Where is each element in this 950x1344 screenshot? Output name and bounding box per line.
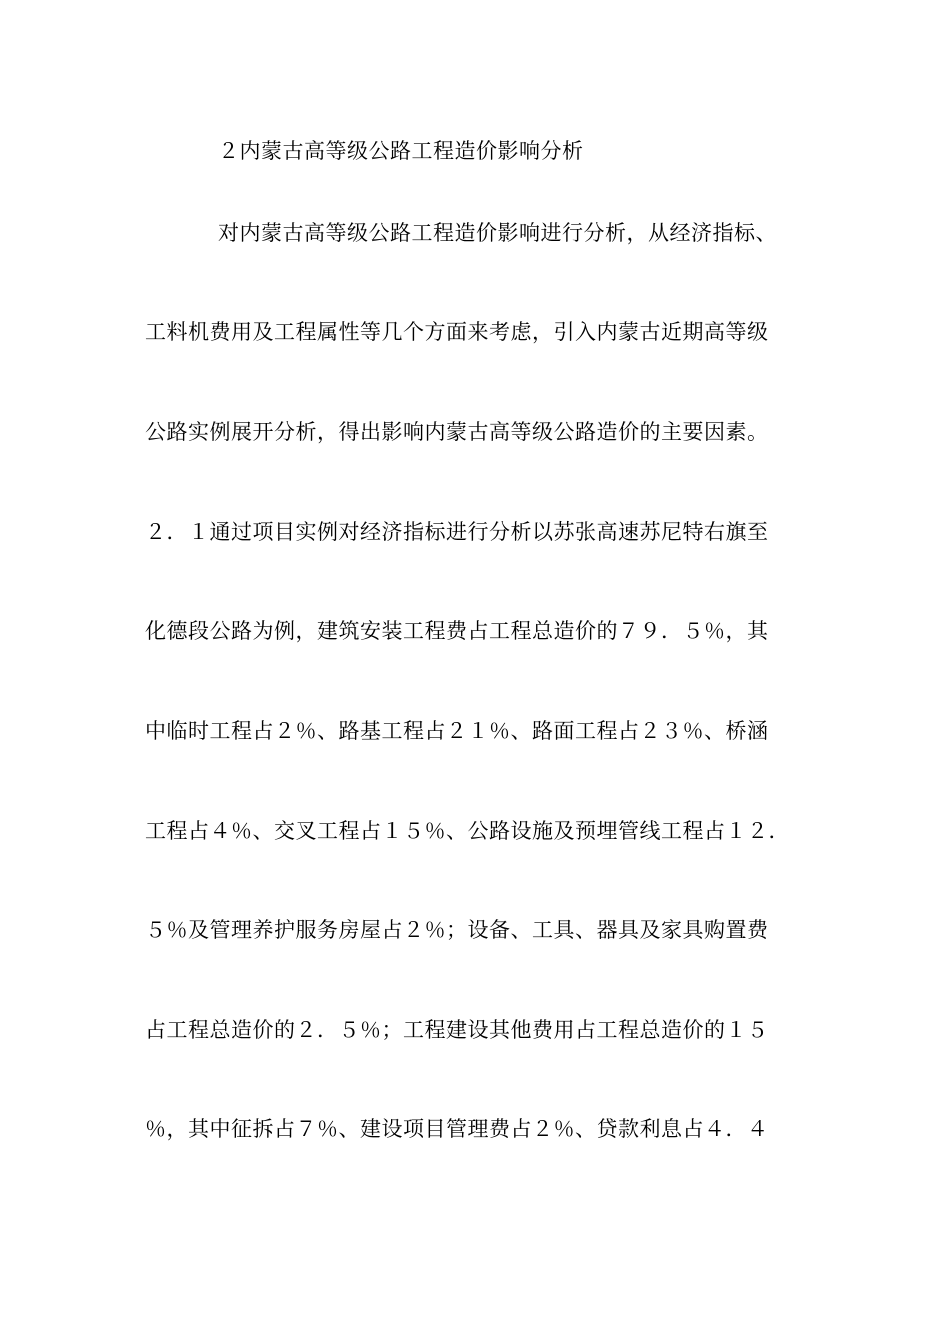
paragraph-line: ５％及管理养护服务房屋占２％；设备、工具、器具及家具购置费 — [145, 918, 769, 942]
paragraph-line: 中临时工程占２％、路基工程占２１％、路面工程占２３％、桥涵 — [145, 719, 769, 743]
paragraph-line: 工程占４％、交叉工程占１５％、公路设施及预埋管线工程占１２． — [145, 819, 790, 843]
paragraph-line: 化德段公路为例，建筑安装工程费占工程总造价的７９．５％，其 — [145, 619, 769, 643]
paragraph-line: 工料机费用及工程属性等几个方面来考虑，引入内蒙古近期高等级 — [145, 320, 769, 344]
paragraph-line: ％，其中征拆占７％、建设项目管理费占２％、贷款利息占４．４ — [145, 1117, 769, 1141]
paragraph-line: 占工程总造价的２．５％；工程建设其他费用占工程总造价的１５ — [145, 1018, 769, 1042]
paragraph-line: 对内蒙古高等级公路工程造价影响进行分析，从经济指标、 — [218, 221, 777, 245]
section-heading: ２内蒙古高等级公路工程造价影响分析 — [218, 139, 584, 163]
paragraph-line: 公路实例展开分析，得出影响内蒙古高等级公路造价的主要因素。 — [145, 420, 769, 444]
paragraph-line: ２．１通过项目实例对经济指标进行分析以苏张高速苏尼特右旗至 — [145, 520, 769, 544]
